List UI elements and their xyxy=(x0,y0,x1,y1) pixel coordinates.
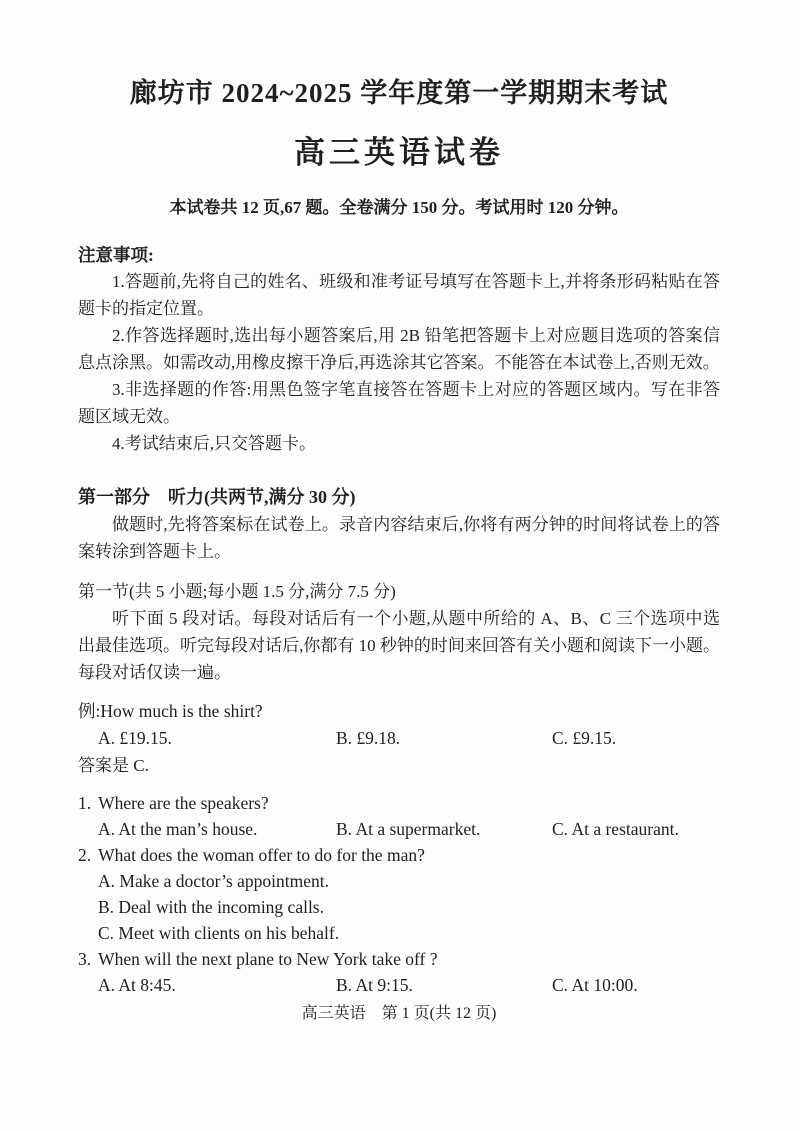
question-1-line xyxy=(78,790,720,816)
question-2-line xyxy=(78,842,720,868)
paper-title: 高三英语试卷 xyxy=(294,135,504,170)
example-option-b: B. £9.18. xyxy=(336,728,401,748)
question-1-option-a: A. At the man’s house. xyxy=(98,819,258,839)
example-option-c: C. £9.15. xyxy=(552,728,617,748)
question-3-option-c: C. At 10:00. xyxy=(552,975,638,995)
section1-heading: 第一节(共 5 小题;每小题 1.5 分,满分 7.5 分) xyxy=(78,582,396,601)
exam-info-line: 本试卷共 12 页,67 题。全卷满分 150 分。考试用时 120 分钟。 xyxy=(169,198,629,217)
question-1-number: 1. xyxy=(78,793,92,813)
question-2-text: What does the woman offer to do for the man? xyxy=(98,845,425,865)
question-2 xyxy=(78,842,720,946)
notice-item-4: 4.考试结束后,只交答题卡。 xyxy=(112,434,316,453)
part1-intro: 做题时,先将答案标在试卷上。录音内容结束后,你将有两分钟的时间将试卷上的答案转涂到答题卡上。 xyxy=(78,515,720,561)
question-2-number: 2. xyxy=(78,845,92,865)
question-3-option-b: B. At 9:15. xyxy=(336,975,413,995)
question-1-option-c: C. At a restaurant. xyxy=(552,819,679,839)
question-1-option-b: B. At a supermarket. xyxy=(336,819,481,839)
section1-intro: 听下面 5 段对话。每段对话后有一个小题,从题中所给的 A、B、C 三个选项中选出最佳选项。听完每段对话后,你都有 10 秒钟的时间来回答有关小题和阅读下一小题。每段对话仅读一遍。 xyxy=(78,609,720,682)
question-1 xyxy=(78,790,720,842)
exam-title: 廊坊市 2024~2025 学年度第一学期期末考试 xyxy=(129,78,669,108)
listening-questions xyxy=(78,790,720,998)
notice-item-1: 1.答题前,先将自己的姓名、班级和准考证号填写在答题卡上,并将条形码粘贴在答题卡的指定位置。 xyxy=(78,272,720,318)
example-option-a: A. £19.15. xyxy=(98,728,172,748)
notice-heading: 注意事项: xyxy=(78,245,154,265)
example-options-row xyxy=(78,725,720,752)
question-2-option-a: A. Make a doctor’s appointment. xyxy=(98,871,330,891)
question-3-text: When will the next plane to New York take off ? xyxy=(98,949,438,969)
example-answer: 答案是 C. xyxy=(78,756,149,775)
question-3-line xyxy=(78,946,720,972)
question-2-option-c: C. Meet with clients on his behalf. xyxy=(98,923,340,943)
page-footer: 高三英语 第 1 页(共 12 页) xyxy=(301,1005,497,1022)
question-1-options-row xyxy=(78,816,720,842)
notice-item-3: 3.非选择题的作答:用黑色签字笔直接答在答题卡上对应的答题区域内。写在非答题区域无效。 xyxy=(78,380,720,426)
question-3-number: 3. xyxy=(78,949,92,969)
question-3 xyxy=(78,946,720,998)
question-1-text: Where are the speakers? xyxy=(98,793,269,813)
question-2-option-b: B. Deal with the incoming calls. xyxy=(98,897,324,917)
example-question: 例:How much is the shirt? xyxy=(78,701,263,721)
part1-heading: 第一部分 听力(共两节,满分 30 分) xyxy=(78,487,356,507)
example-block xyxy=(78,698,720,779)
question-3-option-a: A. At 8:45. xyxy=(98,975,176,995)
question-3-options-row xyxy=(78,972,720,998)
notice-section xyxy=(78,242,720,457)
notice-item-2: 2.作答选择题时,选出每小题答案后,用 2B 铅笔把答题卡上对应题目选项的答案信息点涂黑。如需改动,用橡皮擦干净后,再选涂其它答案。不能答在本试卷上,否则无效。 xyxy=(78,326,720,372)
